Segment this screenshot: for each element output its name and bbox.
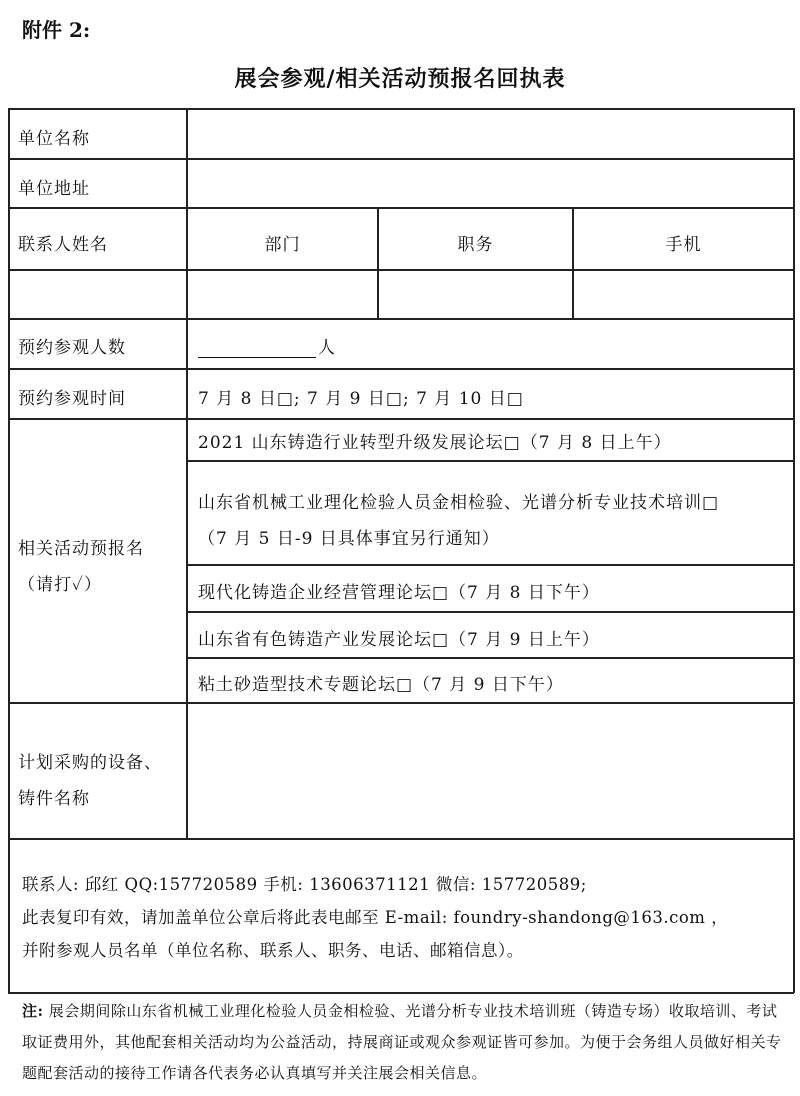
contact-name-field[interactable] — [10, 271, 185, 317]
row-divider — [8, 207, 794, 209]
attachment-instruction: 并附参观人员名单（单位名称、联系人、职务、电话、邮箱信息）。 — [22, 941, 524, 960]
table-border-right — [793, 108, 795, 993]
visitors-blank-line — [198, 339, 316, 358]
unit-name-label: 单位名称 — [18, 129, 90, 149]
unit-address-field[interactable] — [188, 160, 792, 206]
visitors-unit: 人 — [318, 338, 336, 358]
activity-divider — [186, 657, 794, 659]
activities-label: 相关活动预报名 — [18, 539, 144, 559]
visit-time-options[interactable]: 7 月 8 日□; 7 月 9 日□; 7 月 10 日□ — [198, 389, 524, 409]
table-border-left — [8, 108, 10, 993]
purchase-label-line2: 铸件名称 — [18, 789, 90, 809]
purchase-label: 计划采购的设备、 — [18, 753, 162, 773]
row-divider — [8, 318, 794, 320]
activity-option-3[interactable]: 现代化铸造企业经营管理论坛□（7 月 8 日下午） — [198, 583, 600, 603]
table-border-bottom — [8, 992, 794, 994]
position-header: 职务 — [457, 235, 494, 255]
activity-option-1[interactable]: 2021 山东铸造行业转型升级发展论坛□（7 月 8 日上午） — [198, 433, 672, 453]
activity-divider — [186, 460, 794, 462]
purchase-field[interactable] — [188, 704, 792, 837]
activity-divider — [186, 564, 794, 566]
note-text: 展会期间除山东省机械工业理化检验人员金相检验、光谱分析专业技术培训班（铸造专场）收取培训、考试取证费用外，其他配套相关活动均为公益活动，持展商证或观众参观证皆可参加。为便于会务组人员做好相关专题配套活动的接待工作请各代表务必认真填写并关注展会相关信息。 — [22, 1002, 782, 1082]
contact-line: 联系人: 邱红 QQ:157720589 手机: 13606371121 微信: 157720589; — [22, 875, 587, 894]
visitors-count-field[interactable] — [198, 333, 336, 358]
activities-instruction: （请打✓） — [18, 575, 102, 595]
activity-option-5[interactable]: 粘土砂造型技术专题论坛□（7 月 9 日下午） — [198, 675, 564, 695]
activity-divider — [186, 611, 794, 613]
attachment-label: 附件 2: — [22, 18, 91, 42]
row-divider — [8, 418, 794, 420]
row-divider — [8, 838, 794, 840]
note-prefix: 注: — [22, 1002, 44, 1020]
mobile-field[interactable] — [574, 271, 792, 317]
department-field[interactable] — [188, 271, 376, 317]
department-header: 部门 — [264, 235, 301, 255]
visit-time-label: 预约参观时间 — [18, 389, 126, 409]
unit-name-field[interactable] — [188, 110, 792, 157]
footnote — [22, 996, 782, 1089]
mobile-header: 手机 — [665, 235, 702, 255]
visitors-label: 预约参观人数 — [18, 338, 126, 358]
activity-option-2[interactable]: 山东省机械工业理化检验人员金相检验、光谱分析专业技术培训□ — [198, 493, 720, 513]
activity-option-4[interactable]: 山东省有色铸造产业发展论坛□（7 月 9 日上午） — [198, 630, 600, 650]
contact-info — [22, 868, 790, 967]
contact-name-label: 联系人姓名 — [18, 235, 108, 255]
form-title: 展会参观/相关活动预报名回执表 — [234, 66, 566, 92]
unit-address-label: 单位地址 — [18, 179, 90, 199]
submission-instruction: 此表复印有效，请加盖单位公章后将此表电邮至 E-mail: foundry-shandong@163.com ， — [22, 908, 729, 927]
activity-option-2-detail: （7 月 5 日-9 日具体事宜另行通知） — [198, 529, 500, 549]
row-divider — [8, 368, 794, 370]
position-field[interactable] — [379, 271, 571, 317]
